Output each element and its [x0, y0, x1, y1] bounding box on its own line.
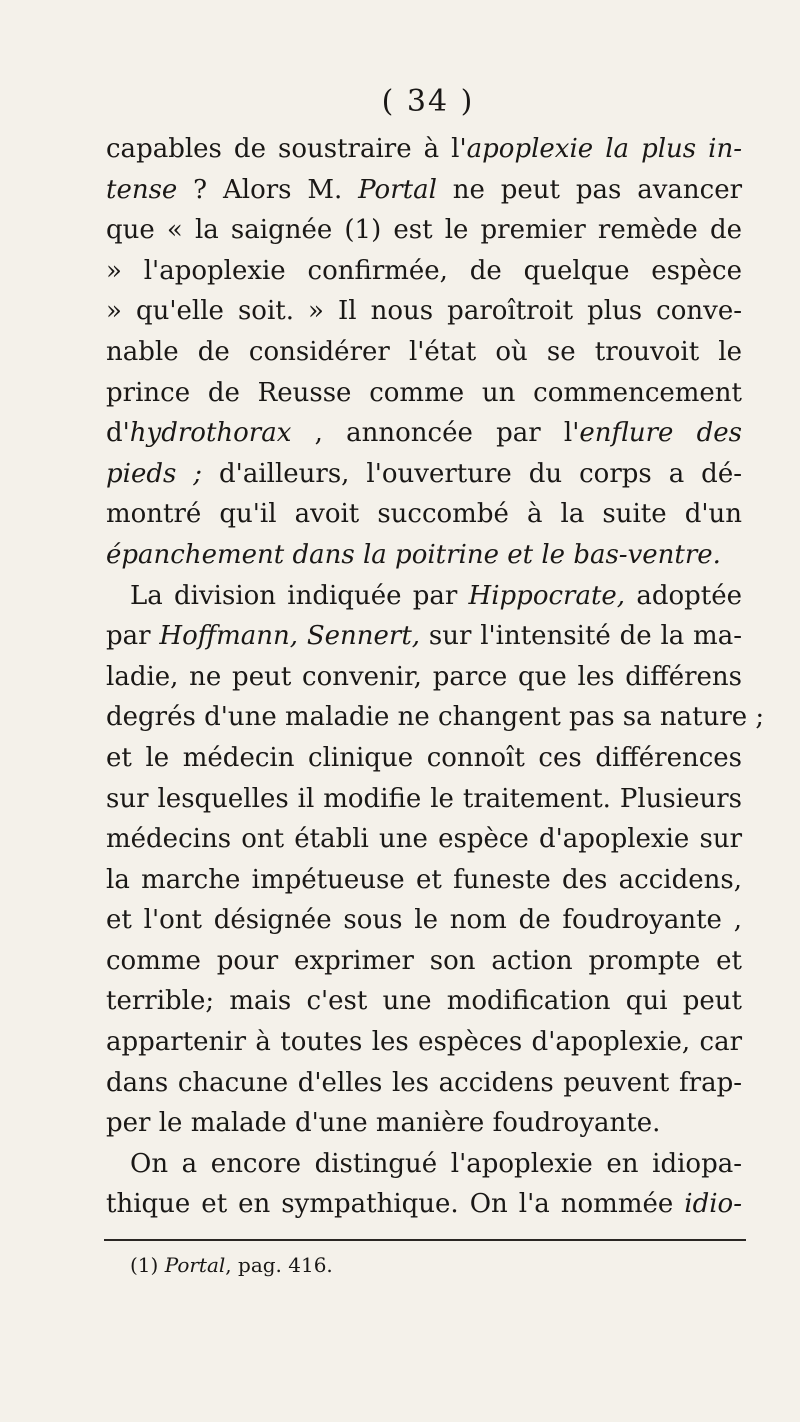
text-run: » l'apoplexie confirmée, de quelque espèce: [106, 255, 742, 286]
text-line: [106, 454, 742, 495]
text-run: ? Alors M.: [177, 174, 359, 205]
text-run: montré qu'il avoit succombé à la suite d'un: [106, 499, 742, 530]
text-run: thique et en sympathique. On l'a nommée: [106, 1189, 685, 1220]
text-line: [106, 535, 742, 576]
body-text: [106, 129, 765, 1225]
text-run: ne peut pas avancer: [436, 174, 743, 205]
text-run: » qu'elle soit. » Il nous paroîtroit plus conve-: [106, 296, 742, 327]
text-run: sur lesquelles il modifie le traitement. Plusieurs: [106, 783, 742, 814]
footnote: [130, 1253, 742, 1277]
text-line: [106, 1063, 742, 1104]
text-line: [106, 738, 742, 779]
text-run: comme pour exprimer son action prompte et: [106, 945, 742, 976]
italic-text: Portal: [358, 174, 437, 205]
italic-text: apoplexie la plus in-: [466, 134, 742, 164]
text-run: , annoncée par l': [291, 418, 580, 449]
text-run: prince de Reusse comme un commencement: [106, 377, 742, 408]
text-run: adoptée: [625, 580, 742, 611]
footnote-rule: [104, 1239, 746, 1241]
text-line: [106, 616, 742, 657]
italic-text: Portal: [164, 1253, 226, 1278]
text-run: terrible; mais c'est une modification qui peut: [106, 986, 742, 1017]
text-run: appartenir à toutes les espèces d'apoplexie, car: [106, 1027, 742, 1058]
text-line: [106, 251, 742, 292]
italic-text: pieds ;: [106, 458, 203, 489]
italic-text: tense: [106, 174, 178, 205]
text-line: [106, 291, 742, 332]
text-line: [106, 129, 742, 170]
text-line: [106, 1144, 742, 1185]
italic-text: idio-: [684, 1189, 742, 1220]
text-line: [106, 373, 742, 414]
text-line: [106, 860, 742, 901]
text-run: dans chacune d'elles les accidens peuvent frap-: [106, 1067, 742, 1098]
text-run: degrés d'une maladie ne changent pas sa nature ;: [106, 702, 765, 733]
italic-text: épanchement dans la poitrine et le bas-ventre.: [106, 539, 721, 570]
text-run: sur l'intensité de la ma-: [420, 621, 743, 652]
text-line: [106, 413, 742, 454]
text-line: [106, 697, 765, 738]
text-line: [106, 576, 742, 617]
text-line: [106, 170, 742, 211]
page-number: ( 34 ): [381, 84, 475, 119]
text-run: nable de considérer l'état où se trouvoit le: [106, 336, 742, 367]
text-line: [106, 900, 742, 941]
italic-text: hydrothorax: [129, 418, 292, 449]
text-run: capables de soustraire à l': [106, 134, 467, 164]
text-run: que « la saignée (1) est le premier remède de: [106, 215, 742, 246]
text-run: médecins ont établi une espèce d'apoplexie sur: [106, 824, 742, 855]
text-run: et l'ont désignée sous le nom de foudroyante ,: [106, 905, 742, 936]
text-line: [106, 657, 742, 698]
text-line: [106, 779, 742, 820]
text-run: par: [106, 621, 160, 652]
text-run: La division indiquée par: [130, 580, 469, 611]
text-line: [106, 1022, 742, 1063]
text-line: [106, 981, 742, 1022]
text-line: [106, 941, 742, 982]
text-line: [106, 1103, 742, 1144]
text-run: On a encore distingué l'apoplexie en idiopa-: [130, 1148, 742, 1179]
text-line: [106, 332, 742, 373]
text-run: la marche impétueuse et funeste des accidens,: [106, 864, 742, 895]
italic-text: Hoffmann, Sennert,: [159, 621, 421, 652]
italic-text: enflure des: [579, 418, 742, 449]
text-run: et le médecin clinique connoît ces différences: [106, 742, 742, 773]
text-run: d': [106, 418, 130, 449]
text-run: , pag. 416.: [225, 1253, 333, 1278]
text-run: d'ailleurs, l'ouverture du corps a dé-: [202, 458, 742, 489]
text-line: [106, 210, 742, 251]
text-line: [106, 494, 742, 535]
text-run: ladie, ne peut convenir, parce que les différens: [106, 661, 742, 692]
text-run: (1): [130, 1253, 165, 1278]
text-line: [106, 819, 742, 860]
text-run: per le malade d'une manière foudroyante.: [106, 1108, 661, 1139]
text-line: [106, 1184, 742, 1225]
italic-text: Hippocrate,: [468, 580, 626, 611]
